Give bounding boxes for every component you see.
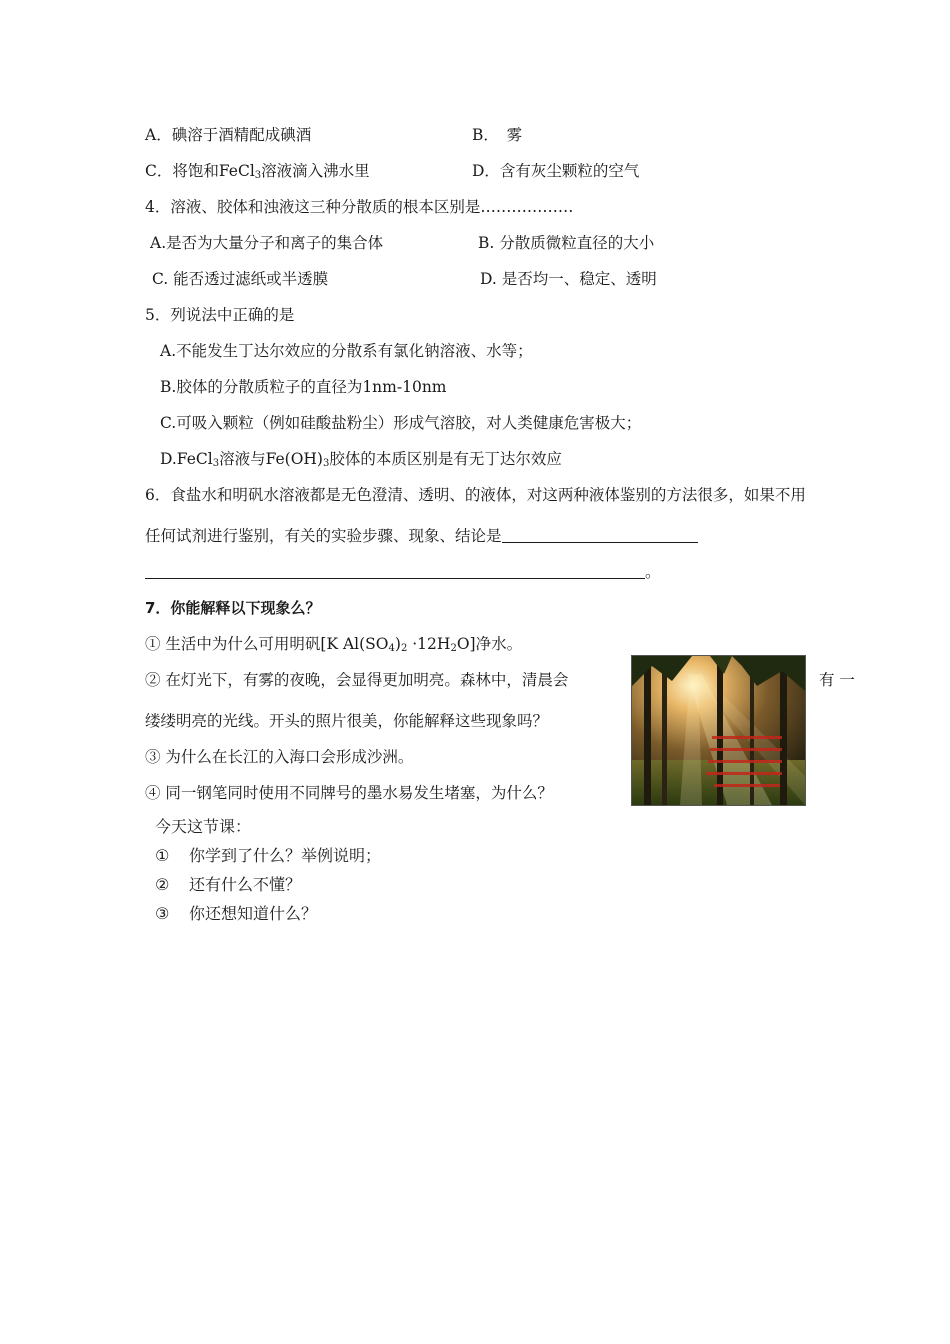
q6-line-1: 6．食盐水和明矾水溶液都是无色澄清、透明、的液体，对这两种液体鉴别的方法很多，如果不用 [145, 486, 806, 504]
q7-item-1: ① 生活中为什么可用明矾[K $Al(SO_4)_2 \cdot 12H_2O$]净水。 [145, 635, 523, 654]
q6-line-3: 。 [145, 562, 661, 582]
q5-option-a: A.不能发生丁达尔效应的分散系有氯化钠溶液、水等； [160, 342, 533, 360]
summary-item: ① 你学到了什么？举例说明； [155, 846, 382, 865]
q3-option-c: C．将饱和FeCl$_3$溶液滴入沸水里 [145, 162, 370, 181]
q3-option-a: A．碘溶于酒精配成碘酒 [145, 126, 312, 144]
q4-option-c: C. 能否透过滤纸或半透膜 [152, 270, 329, 288]
q6-line-2: 任何试剂进行鉴别，有关的实验步骤、现象、结论是 [145, 526, 698, 546]
summary-item: ② 还有什么不懂？ [155, 875, 302, 894]
q4-option-d: D. 是否均一、稳定、透明 [480, 270, 657, 288]
q7-item-3: ③ 为什么在长江的入海口会形成沙洲。 [145, 748, 414, 766]
summary-item: ③ 你还想知道什么？ [155, 904, 318, 923]
summary-title: 今天这节课： [155, 817, 252, 836]
answer-blank [145, 564, 645, 579]
q3-option-b: B． 雾 [472, 126, 523, 144]
forest-sunlight-photo [631, 655, 806, 806]
q5-option-d: D.FeCl$_3$溶液与$Fe(OH)_3$胶体的本质区别是有无丁达尔效应 [160, 450, 562, 469]
q3-option-d: D．含有灰尘颗粒的空气 [472, 162, 640, 180]
q4-option-a: A.是否为大量分子和离子的集合体 [150, 234, 384, 252]
q5-option-c: C.可吸入颗粒（例如硅酸盐粉尘）形成气溶胶，对人类健康危害极大； [160, 414, 642, 432]
q7-title: 7．你能解释以下现象么？ [145, 599, 321, 617]
q7-item-4: ④ 同一钢笔同时使用不同牌号的墨水易发生堵塞，为什么？ [145, 784, 553, 802]
q4-option-b: B. 分散质微粒直径的大小 [478, 234, 655, 252]
q4-stem: 4．溶液、胶体和浊液这三种分散质的根本区别是……………… [145, 198, 574, 216]
q7-item-2-part-2: 有 一 [819, 671, 855, 689]
q7-item-2-part-3: 缕缕明亮的光线。开头的照片很美，你能解释这些现象吗？ [145, 712, 549, 730]
q5-option-b: B.胶体的分散质粒子的直径为1nm-10nm [160, 378, 447, 396]
q5-stem: 5．列说法中正确的是 [145, 306, 295, 324]
q7-item-2-part-1: ② 在灯光下，有雾的夜晚，会显得更加明亮。森林中，清晨会 [145, 671, 569, 689]
answer-blank [502, 528, 698, 543]
